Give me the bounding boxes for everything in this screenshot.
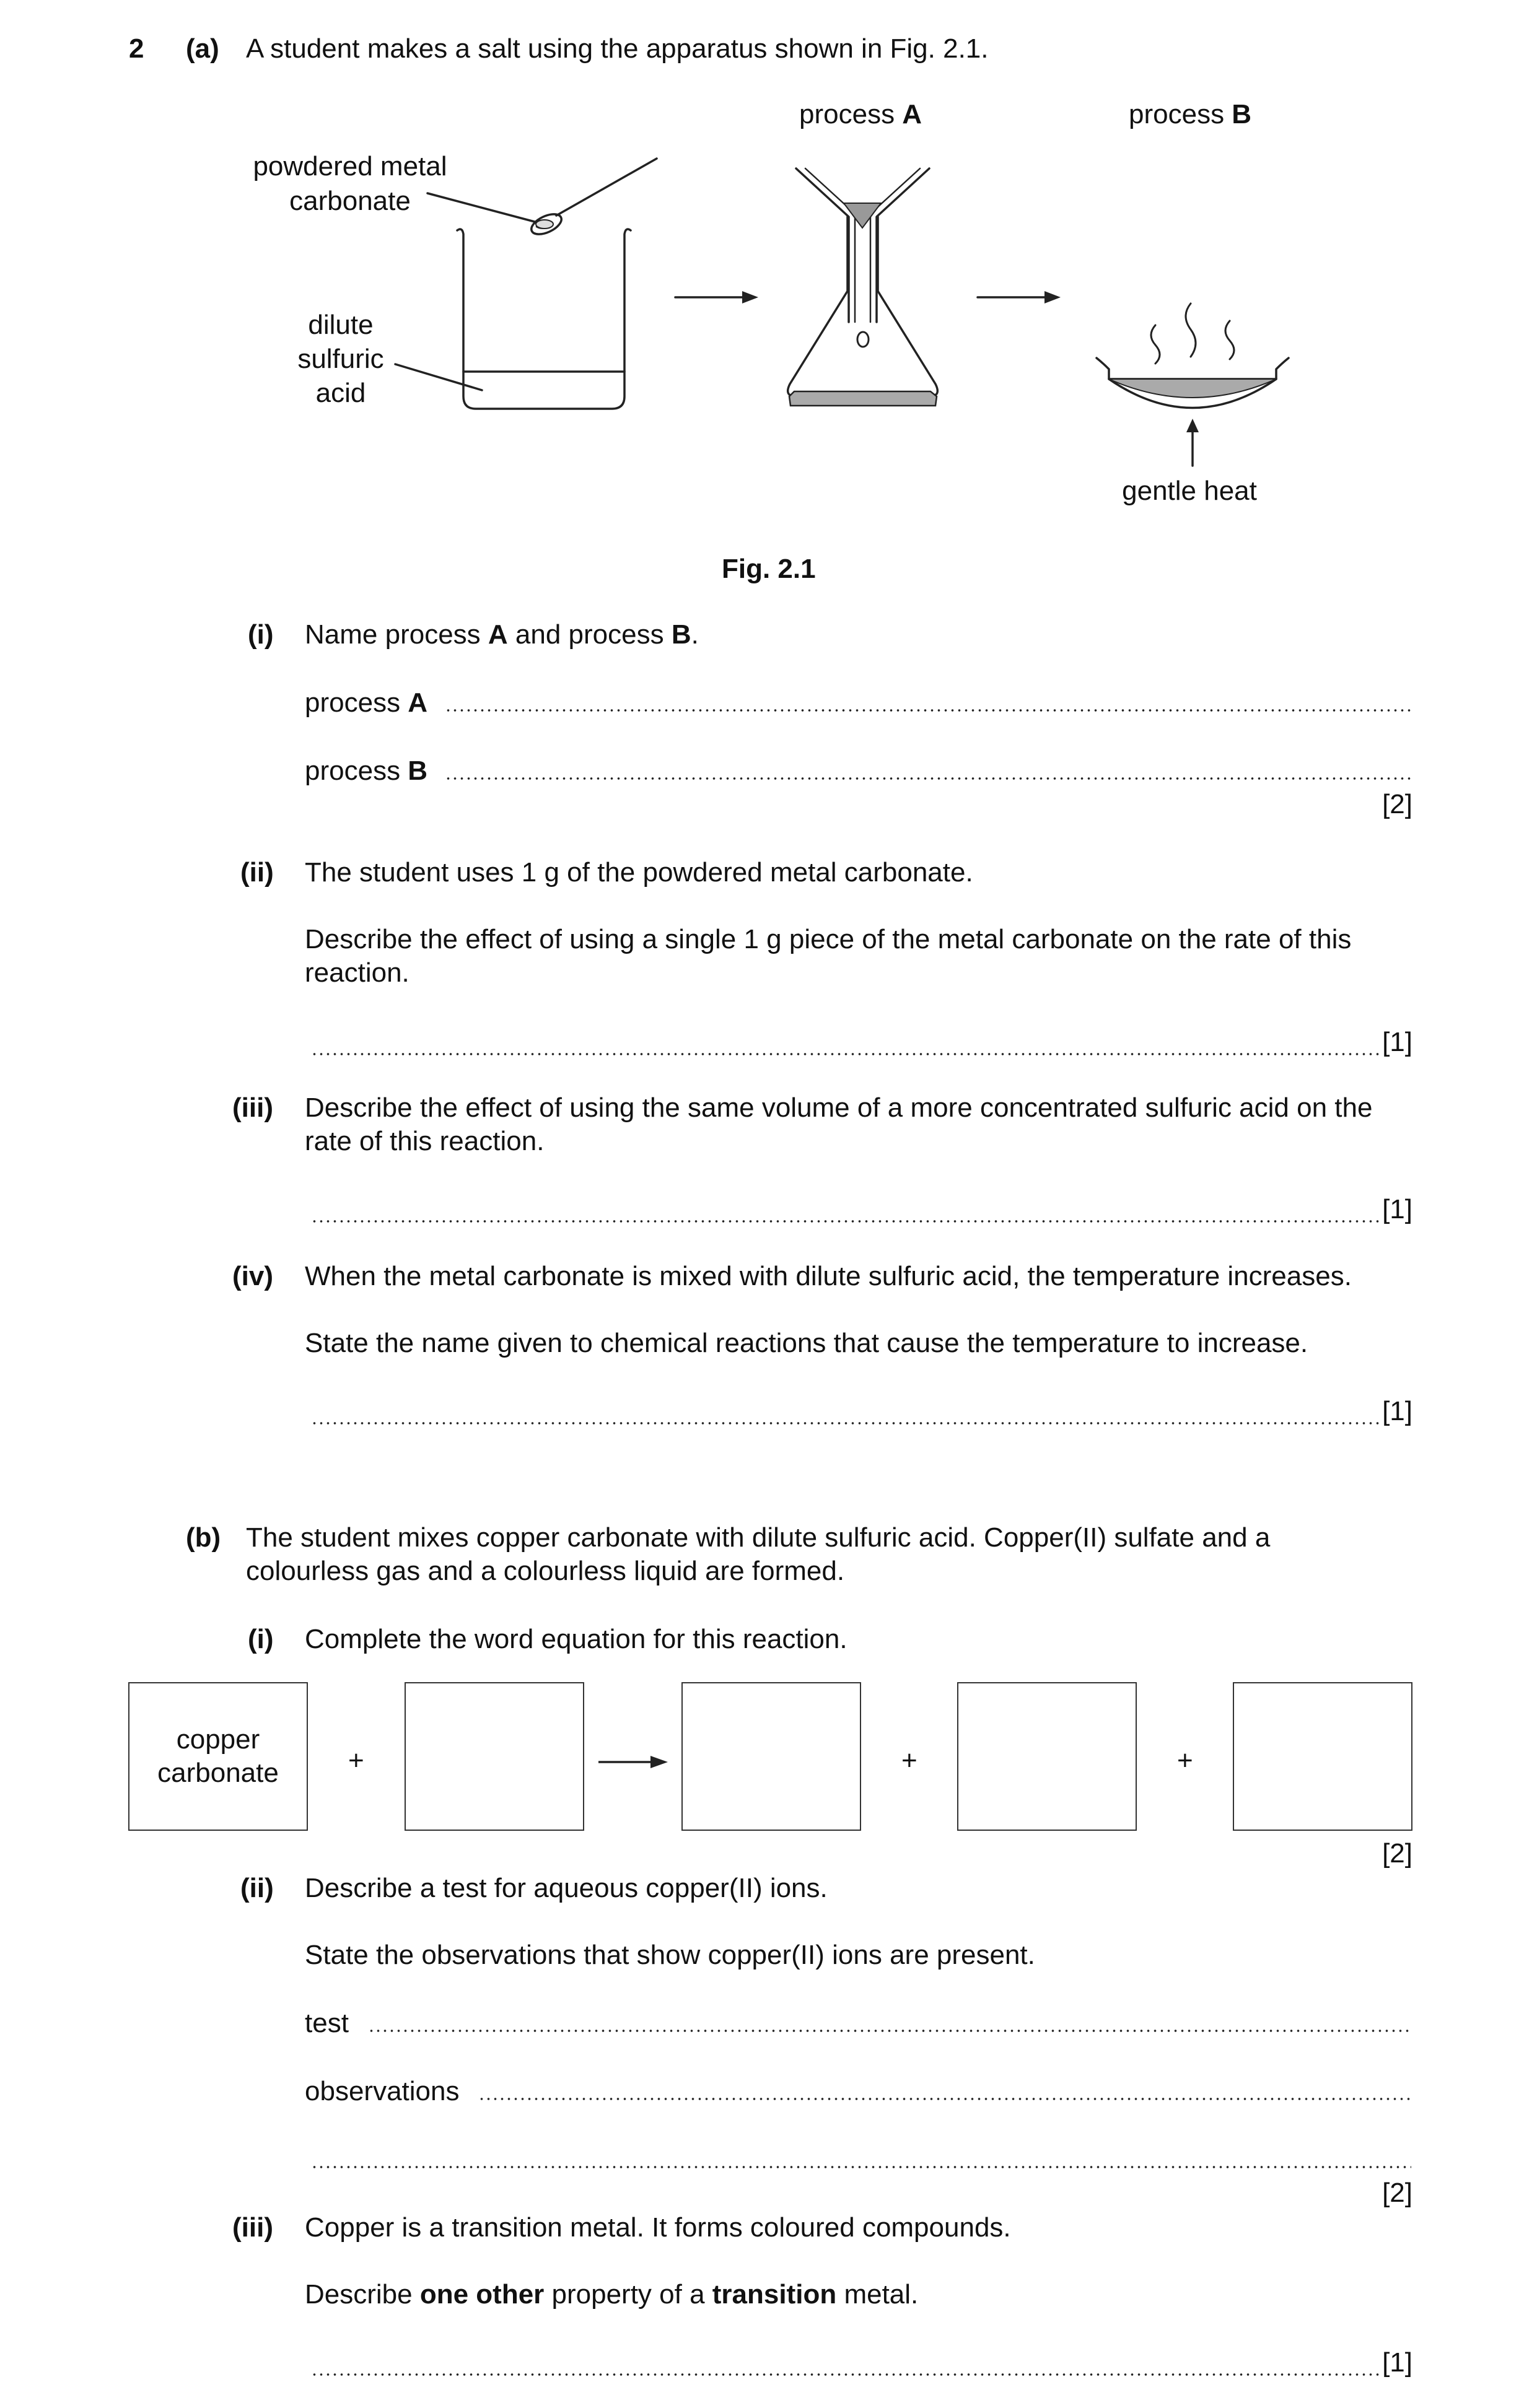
- answer-line-test[interactable]: [368, 2030, 1411, 2032]
- marks-a-ii: [1]: [1382, 1027, 1412, 1057]
- sub-a-ii-text2b: reaction.: [305, 958, 409, 988]
- sub-a-iv-label: (iv): [232, 1261, 273, 1291]
- sub-a-iv-text2: State the name given to chemical reactions that cause the temperature to increase.: [305, 1328, 1308, 1358]
- sub-a-iii-text1a: Describe the effect of using the same volume of a more concentrated sulfuric acid on the: [305, 1093, 1373, 1123]
- marks-a-i: [2]: [1382, 789, 1412, 819]
- part-a-label: (a): [186, 33, 219, 64]
- steam: [1151, 325, 1160, 364]
- process-b-heading: process B: [1129, 99, 1252, 129]
- answer-line-process-b[interactable]: [445, 777, 1411, 780]
- equation-arrow: [596, 1753, 670, 1771]
- plus-3: +: [1177, 1745, 1193, 1776]
- answer-line-a-ii[interactable]: [311, 1053, 1382, 1055]
- apparatus-diagram: [0, 0, 1537, 557]
- filter-funnel: [796, 168, 929, 322]
- plus-1: +: [348, 1745, 364, 1776]
- figure-2-1: [0, 0, 1537, 584]
- equation-box-reactant-2[interactable]: [405, 1682, 584, 1831]
- answer-line-process-a[interactable]: [445, 709, 1411, 712]
- part-b-stem1: The student mixes copper carbonate with dilute sulfuric acid. Copper(II) sulfate and a: [246, 1522, 1271, 1553]
- label-gentle-heat: gentle heat: [1122, 476, 1257, 506]
- label-sulfuric: sulfuric: [297, 344, 384, 374]
- part-b-label: (b): [186, 1522, 221, 1553]
- label-acid: acid: [315, 378, 366, 408]
- answer-label-observations: observations: [305, 2076, 460, 2106]
- sub-a-iii-label: (iii): [232, 1093, 273, 1123]
- sub-a-iv-text1: When the metal carbonate is mixed with dilute sulfuric acid, the temperature increases.: [305, 1261, 1352, 1291]
- label-dilute: dilute: [308, 310, 374, 340]
- label-carbonate: carbonate: [289, 186, 411, 216]
- answer-line-b-iii[interactable]: [311, 2373, 1382, 2376]
- figure-caption: Fig. 2.1: [722, 554, 816, 584]
- answer-label-test: test: [305, 2008, 349, 2038]
- sub-b-i-text: Complete the word equation for this reaction.: [305, 1624, 847, 1654]
- question-number: 2: [129, 33, 144, 64]
- leader-carbonate: [427, 193, 544, 224]
- plus-2: +: [901, 1745, 917, 1776]
- sub-a-i-question: Name process A and process B.: [305, 619, 699, 650]
- conical-flask: [788, 217, 938, 396]
- marks-b-iii: [1]: [1382, 2347, 1412, 2378]
- answer-line-a-iii[interactable]: [311, 1220, 1382, 1223]
- part-b-stem2: colourless gas and a colourless liquid are formed.: [246, 1556, 845, 1586]
- answer-label-process-a: process A: [305, 687, 428, 718]
- marks-b-ii: [2]: [1382, 2178, 1412, 2208]
- box1-line1: copper: [176, 1724, 260, 1755]
- sub-a-iii-text1b: rate of this reaction.: [305, 1126, 545, 1156]
- sub-b-iii-text2: Describe one other property of a transition metal.: [305, 2279, 919, 2310]
- label-powdered-metal: powdered metal: [253, 151, 447, 181]
- sub-a-ii-text1: The student uses 1 g of the powdered metal carbonate.: [305, 857, 973, 888]
- sub-a-i-label: (i): [248, 619, 274, 650]
- equation-box-product-3[interactable]: [1233, 1682, 1412, 1831]
- box1-line2: carbonate: [157, 1758, 279, 1788]
- equation-box-product-1[interactable]: [681, 1682, 861, 1831]
- equation-box-copper-carbonate: [128, 1682, 308, 1831]
- sub-b-iii-label: (iii): [232, 2212, 273, 2243]
- sub-a-ii-text2a: Describe the effect of using a single 1 g piece of the metal carbonate on the rate of this: [305, 924, 1352, 954]
- sub-b-ii-text2: State the observations that show copper(II) ions are present.: [305, 1940, 1035, 1970]
- marks-a-iv: [1]: [1382, 1396, 1412, 1426]
- marks-a-iii: [1]: [1382, 1194, 1412, 1224]
- marks-b-i: [2]: [1382, 1838, 1412, 1869]
- spatula-handle: [556, 159, 657, 216]
- beaker: [457, 229, 631, 409]
- answer-line-observations-2[interactable]: [311, 2166, 1411, 2168]
- equation-box-product-2[interactable]: [957, 1682, 1137, 1831]
- answer-label-process-b: process B: [305, 756, 428, 786]
- part-a-stem: A student makes a salt using the apparatus shown in Fig. 2.1.: [246, 33, 989, 64]
- sub-b-iii-text1: Copper is a transition metal. It forms coloured compounds.: [305, 2212, 1011, 2243]
- process-a-heading: process A: [799, 99, 922, 129]
- answer-line-a-iv[interactable]: [311, 1422, 1382, 1424]
- leader-acid: [395, 364, 482, 390]
- sub-b-ii-text1: Describe a test for aqueous copper(II) ions.: [305, 1873, 828, 1903]
- sub-a-ii-label: (ii): [240, 857, 274, 888]
- sub-b-ii-label: (ii): [240, 1873, 274, 1903]
- answer-line-observations-1[interactable]: [478, 2098, 1411, 2100]
- sub-b-i-label: (i): [248, 1624, 274, 1654]
